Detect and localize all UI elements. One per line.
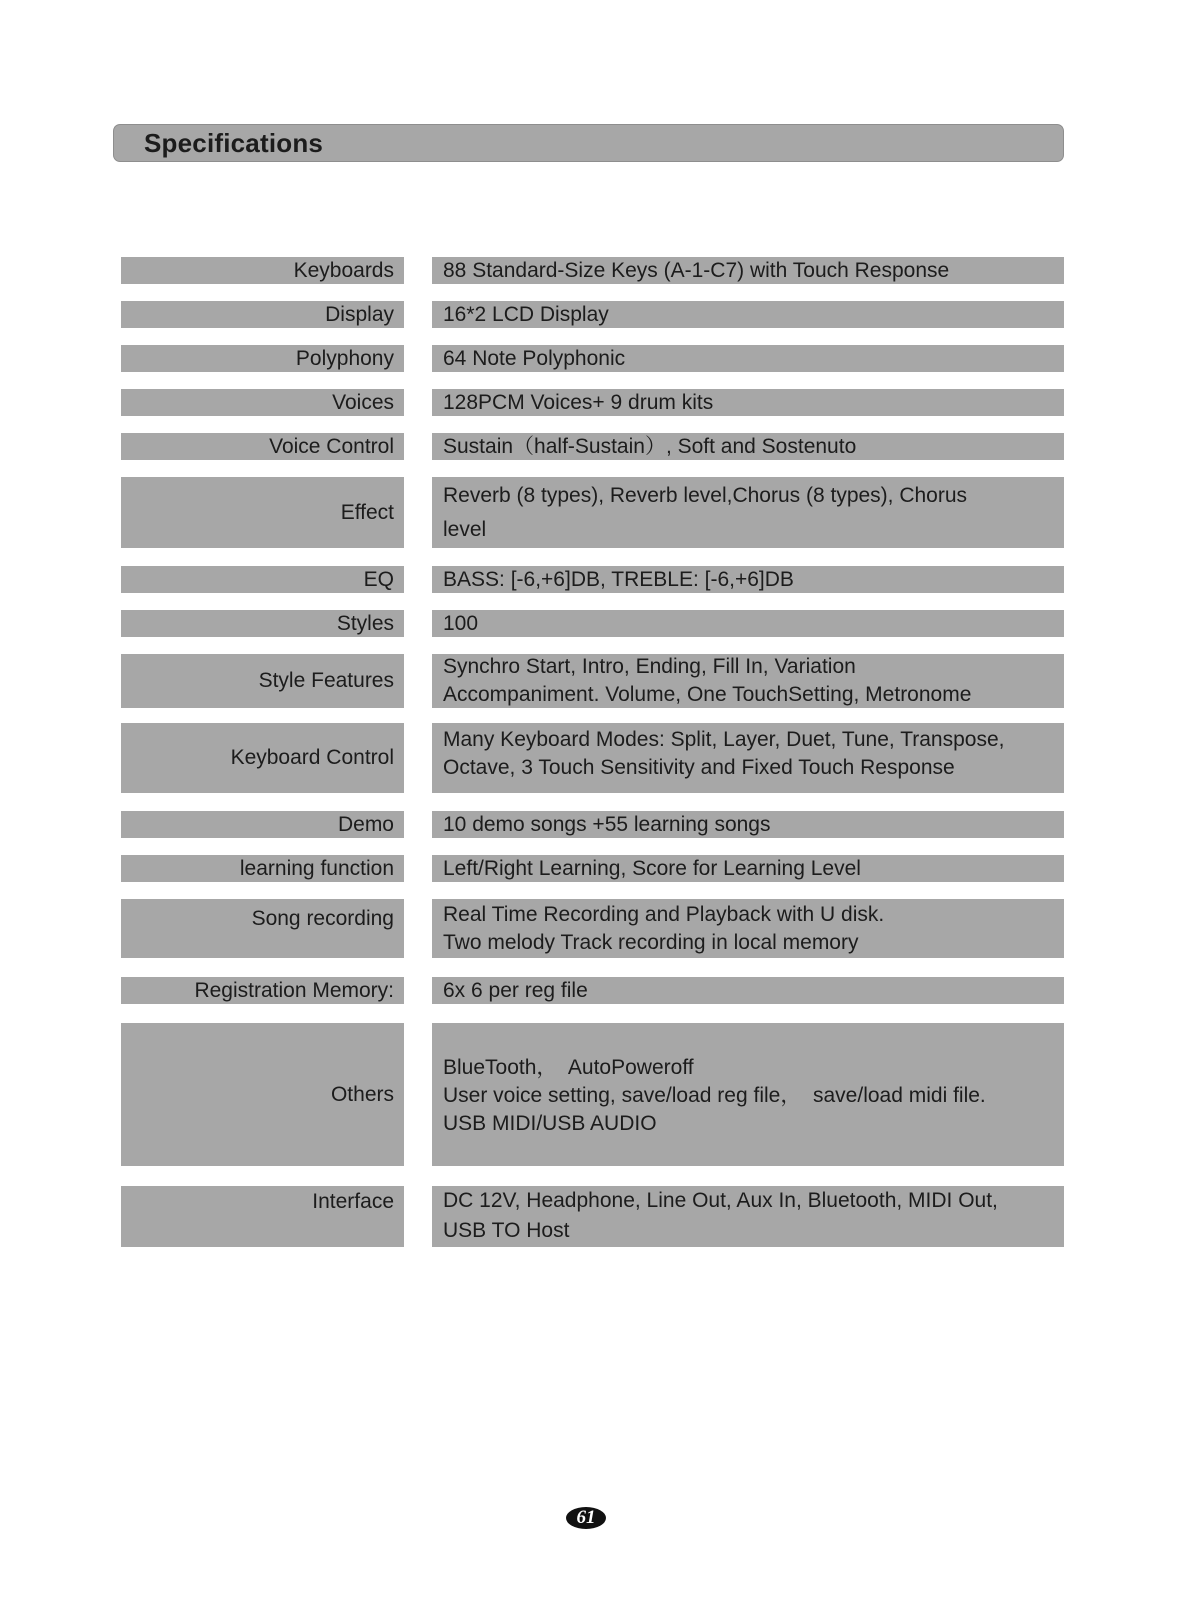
- spec-value-style-features: [432, 654, 1064, 708]
- page-title: Specifications: [144, 128, 324, 158]
- spec-line: 88 Standard-Size Keys (A-1-C7) with Touch Response: [443, 258, 950, 282]
- spec-value-song-recording: [432, 899, 1064, 958]
- spec-line: DC 12V, Headphone, Line Out, Aux In, Bluetooth, MIDI Out,: [443, 1189, 998, 1212]
- spec-value-registration-memory: [432, 977, 1064, 1004]
- spec-line: User voice setting, save/load reg file， save/load midi file.: [443, 1083, 986, 1107]
- spec-value-others: [432, 1023, 1064, 1166]
- spec-line: 16*2 LCD Display: [443, 302, 609, 326]
- spec-label-registration-memory: Registration Memory:: [121, 977, 404, 1004]
- spec-line: Two melody Track recording in local memory: [443, 930, 859, 954]
- spec-label-keyboard-control: Keyboard Control: [121, 723, 404, 793]
- spec-line: Many Keyboard Modes: Split, Layer, Duet, Tune, Transpose,: [443, 728, 1005, 751]
- spec-label-demo: Demo: [121, 811, 404, 838]
- spec-line: 100: [443, 611, 479, 635]
- spec-value-keyboard-control: [432, 723, 1064, 793]
- spec-line: USB MIDI/USB AUDIO: [443, 1111, 657, 1135]
- spec-value-styles: [432, 610, 1064, 637]
- spec-label-display: Display: [121, 301, 404, 328]
- spec-label-style-features: Style Features: [121, 654, 404, 708]
- spec-line: Real Time Recording and Playback with U disk.: [443, 902, 885, 926]
- spec-label-song-recording: Song recording: [121, 899, 404, 958]
- spec-label-keyboards: Keyboards: [121, 257, 404, 284]
- section-header-bar: [113, 124, 1064, 162]
- spec-line: Accompaniment. Volume, One TouchSetting, Metronome: [443, 683, 972, 706]
- spec-value-keyboards: [432, 257, 1064, 284]
- spec-label-learning-function: learning function: [121, 855, 404, 882]
- page-number-badge: 61: [566, 1507, 606, 1529]
- spec-value-voices: [432, 389, 1064, 416]
- spec-value-display: [432, 301, 1064, 328]
- spec-line: Reverb (8 types), Reverb level,Chorus (8 types), Chorus: [443, 483, 968, 507]
- spec-value-interface: [432, 1186, 1064, 1247]
- spec-label-voices: Voices: [121, 389, 404, 416]
- spec-value-eq: [432, 566, 1064, 593]
- spec-line: USB TO Host: [443, 1219, 570, 1242]
- spec-line: level: [443, 517, 487, 541]
- spec-line: 64 Note Polyphonic: [443, 346, 626, 370]
- spec-value-demo: [432, 811, 1064, 838]
- spec-line: Octave, 3 Touch Sensitivity and Fixed Touch Response: [443, 756, 955, 779]
- spec-line: Left/Right Learning, Score for Learning Level: [443, 856, 861, 880]
- spec-label-eq: EQ: [121, 566, 404, 593]
- spec-line: BASS: [-6,+6]DB, TREBLE: [-6,+6]DB: [443, 567, 794, 591]
- spec-label-others: Others: [121, 1023, 404, 1166]
- spec-line: Synchro Start, Intro, Ending, Fill In, Variation: [443, 655, 856, 678]
- spec-line: 6x 6 per reg file: [443, 978, 588, 1002]
- spec-label-interface: Interface: [121, 1186, 404, 1247]
- spec-value-polyphony: [432, 345, 1064, 372]
- spec-line: Sustain（half-Sustain）, Soft and Sostenuto: [443, 434, 857, 458]
- spec-value-learning-function: [432, 855, 1064, 882]
- spec-label-effect: Effect: [121, 477, 404, 548]
- spec-value-voice-control: [432, 433, 1064, 460]
- spec-line: 128PCM Voices+ 9 drum kits: [443, 390, 714, 414]
- spec-label-styles: Styles: [121, 610, 404, 637]
- spec-line: BlueTooth， AutoPoweroff: [443, 1055, 694, 1079]
- spec-label-voice-control: Voice Control: [121, 433, 404, 460]
- spec-line: 10 demo songs +55 learning songs: [443, 812, 771, 836]
- spec-value-effect: [432, 477, 1064, 548]
- spec-label-polyphony: Polyphony: [121, 345, 404, 372]
